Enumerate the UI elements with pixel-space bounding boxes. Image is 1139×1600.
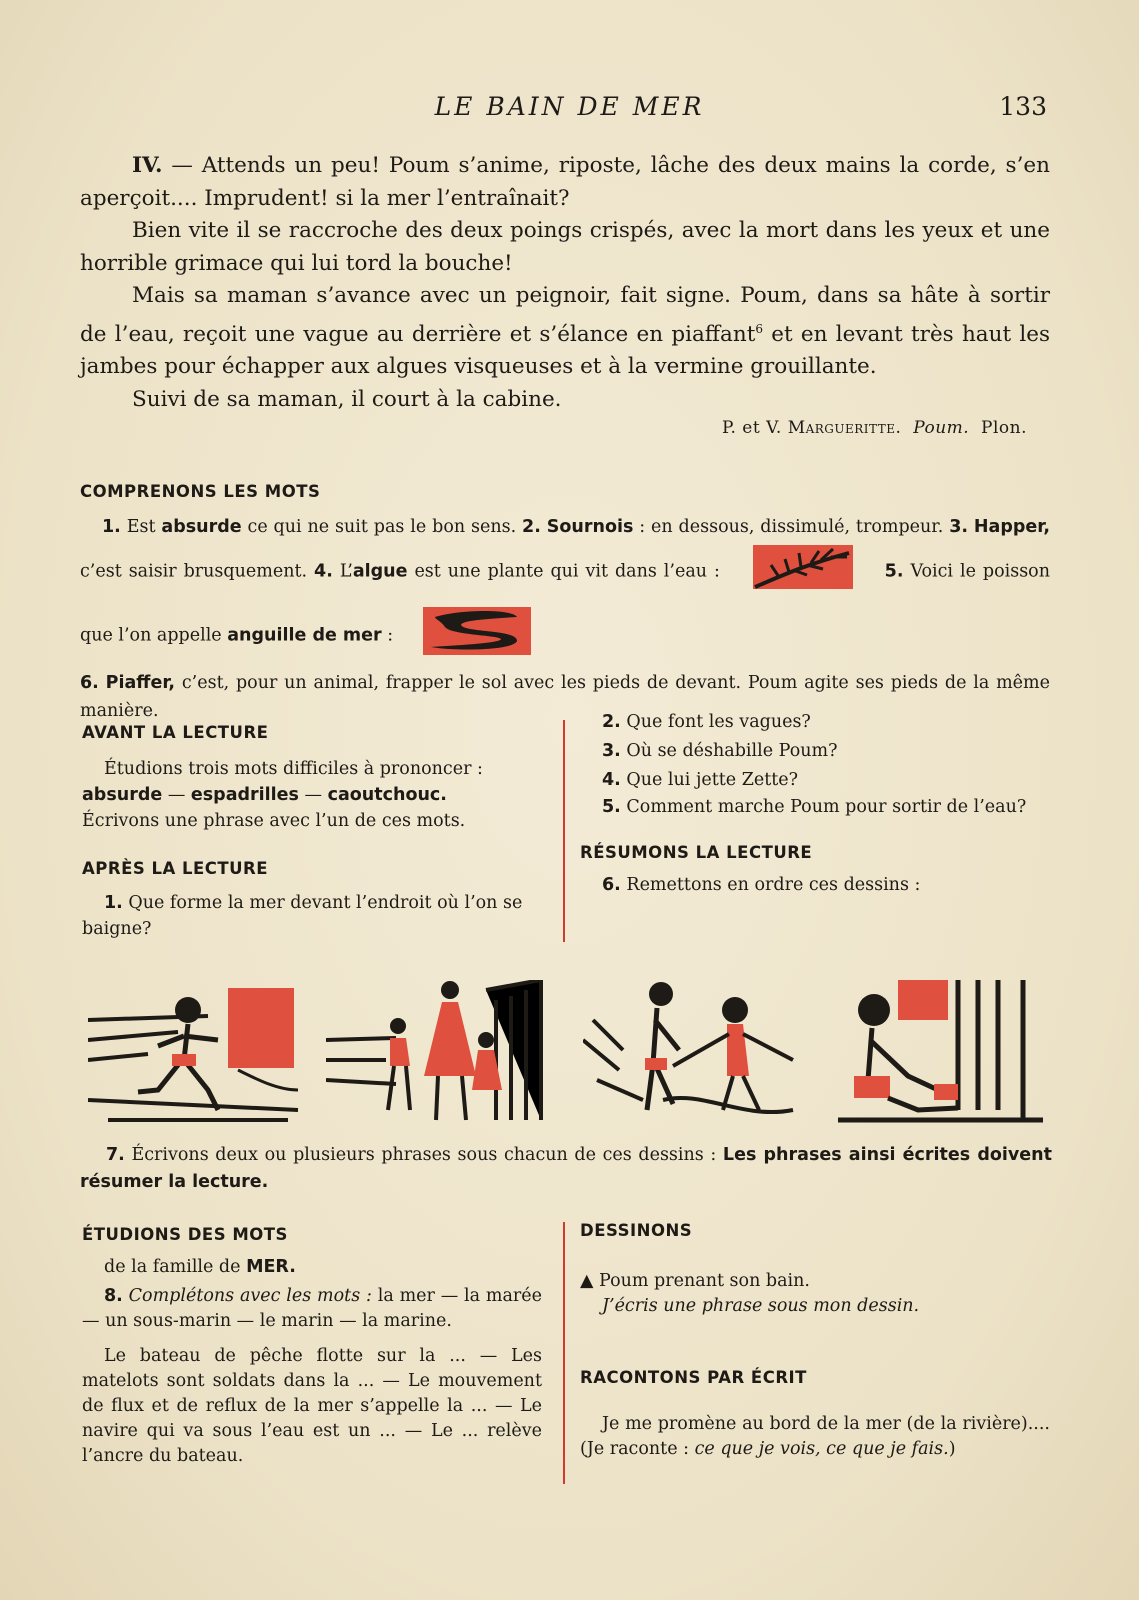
- apres-heading: APRÈS LA LECTURE: [82, 859, 269, 878]
- drawing-mother-and-children: [326, 980, 546, 1125]
- dash: —: [298, 785, 328, 805]
- vocab-term: absurde: [161, 516, 242, 537]
- footnote-marker: 6: [755, 321, 764, 336]
- vocab-num: 3.: [949, 516, 969, 537]
- difficult-word: caoutchouc.: [327, 785, 447, 805]
- difficult-word: absurde: [82, 785, 163, 805]
- question-1: [82, 890, 550, 942]
- vocab-row-1: [80, 514, 1050, 669]
- vocab-term: Piaffer,: [105, 673, 176, 693]
- vocab-term: Happer,: [973, 516, 1050, 537]
- exercise-8-instructions: [82, 1284, 542, 1334]
- question-num: 4.: [602, 770, 621, 790]
- question-num: 3.: [602, 741, 621, 761]
- resumons-heading: RÉSUMONS LA LECTURE: [580, 843, 813, 862]
- column-divider-lower: [563, 1222, 565, 1484]
- vocab-term: algue: [352, 561, 408, 582]
- story-text: [80, 150, 1050, 416]
- drawing-zette-throws: [583, 980, 803, 1125]
- etudions-heading: ÉTUDIONS DES MOTS: [82, 1225, 288, 1244]
- racontons-italic: ce que je vois, ce que je fais.: [694, 1439, 949, 1459]
- triangle-bullet-icon: ▲: [580, 1271, 594, 1291]
- illustration-strip: [88, 980, 1048, 1125]
- dessinons-line-2: J’écris une phrase sous mon dessin.: [602, 1296, 920, 1316]
- vocab-text: ce qui ne suit pas le bon sens.: [241, 516, 523, 537]
- eel-icon: [399, 603, 533, 669]
- dessinons-line-1: [580, 1269, 1050, 1294]
- story-text-3a: Mais sa maman s’avance avec un peignoir, fait signe. Poum, dans sa hâte à sortir de l’eau, reçoit une vague au derrière et s’élance en piaffant: [80, 283, 1050, 347]
- question-4: [580, 766, 1050, 795]
- question-text: Remettons en ordre ces dessins :: [620, 875, 921, 895]
- vocab-text: est une plante qui vit dans l’eau :: [407, 561, 720, 582]
- credit-author: Margueritte.: [787, 418, 902, 438]
- difficult-word: espadrilles: [190, 785, 299, 805]
- question-2: [580, 708, 1050, 737]
- exercise-text: Écrivons deux ou plusieurs phrases sous chacun de ces dessins :: [124, 1145, 723, 1165]
- credit-work: Poum.: [913, 418, 970, 438]
- avant-task: Écrivons une phrase avec l’un de ces mots.: [82, 811, 466, 831]
- dessinons-heading: DESSINONS: [580, 1221, 693, 1240]
- vocab-text: L’: [332, 561, 353, 582]
- avant-apres-column: [82, 720, 550, 942]
- exercise-8-text: Le bateau de pêche flotte sur la ... — Les matelots sont soldats dans la ... — Le mouvement de flux et de reflux de la mer s’appelle la ... — Le navire qui va sous l’eau est un ... — Le ... relève l’ancre du bateau.: [82, 1346, 542, 1466]
- page-header: [0, 92, 1139, 122]
- avant-words: [82, 782, 550, 808]
- question-num: 1.: [104, 893, 123, 913]
- drawing-poum-in-cabin: [838, 980, 1043, 1125]
- credit-publisher: Plon.: [981, 418, 1027, 438]
- exercise-instruction: Complétons avec les mots :: [122, 1286, 372, 1306]
- dash: —: [162, 785, 191, 805]
- dessinons-text: Poum prenant son bain.: [593, 1271, 810, 1291]
- vocab-num: 1.: [102, 516, 121, 537]
- vocab-num: 6.: [80, 673, 99, 693]
- section-numeral: IV.: [132, 153, 163, 178]
- vocab-text: Est: [120, 516, 162, 537]
- story-paragraph-3: [80, 280, 1050, 384]
- vocab-text: c’est, pour un animal, frapper le sol avec les pieds de devant. Poum agite ses pieds de la même manière.: [80, 673, 1050, 721]
- vocab-text: :: [381, 624, 394, 645]
- question-num: 6.: [602, 875, 621, 895]
- story-text-1: — Attends un peu! Poum s’anime, riposte, lâche des deux mains la corde, s’en aperçoit.... Imprudent! si la mer l’entraînait?: [80, 153, 1050, 211]
- drawing-running-from-waves: [88, 980, 303, 1125]
- vocab-num: 4.: [314, 561, 333, 582]
- vocab-text: Voici le poisson que l’on appelle: [80, 561, 1050, 645]
- question-num: 5.: [602, 797, 621, 817]
- question-text: Où se déshabille Poum?: [620, 741, 838, 761]
- exercise-words: la mer — la marée — un sous-marin — le marin — la marine.: [82, 1286, 543, 1331]
- question-3: [580, 737, 1050, 766]
- dessinons-column: [580, 1218, 1050, 1462]
- page-number: 133: [999, 92, 1047, 121]
- story-text-3b: et en levant très haut les jambes pour échapper aux algues visqueuses et à la vermine grouillante.: [80, 321, 1050, 380]
- family-word: MER.: [246, 1257, 296, 1277]
- question-text: Comment marche Poum pour sortir de l’eau?: [620, 797, 1027, 817]
- credit-prefix: P. et V.: [721, 418, 782, 438]
- running-title: LE BAIN DE MER: [434, 92, 705, 121]
- vocab-num: 2.: [522, 516, 541, 537]
- exercise-bold-text: Les phrases ainsi écrites doivent résumer la lecture.: [80, 1145, 1052, 1192]
- etudions-subheading: [82, 1255, 542, 1280]
- racontons-heading: RACONTONS PAR ÉCRIT: [580, 1368, 807, 1387]
- avant-intro: Étudions trois mots difficiles à prononcer :: [104, 759, 483, 779]
- vocab-num: 5.: [884, 561, 904, 582]
- source-credit: [722, 418, 1027, 438]
- question-text: Que forme la mer devant l’endroit où l’on se baigne?: [82, 893, 523, 939]
- story-paragraph-2: Bien vite il se raccroche des deux poings crispés, avec la mort dans les yeux et une horrible grimace qui lui tord la bouche!: [80, 218, 1050, 276]
- racontons-close: ): [948, 1439, 956, 1459]
- vocab-term: Sournois: [546, 516, 634, 537]
- question-num: 2.: [602, 712, 621, 732]
- column-divider: [563, 720, 565, 942]
- vocabulary-section: [80, 478, 1050, 725]
- questions-column: [580, 708, 1050, 900]
- avant-heading: AVANT LA LECTURE: [82, 723, 269, 742]
- comprenons-heading: COMPRENONS LES MOTS: [80, 482, 321, 501]
- exercise-7: [80, 1142, 1052, 1196]
- racontons-text: [580, 1412, 1050, 1462]
- subheading-text: de la famille de: [104, 1257, 247, 1277]
- question-6: [580, 871, 1050, 900]
- vocab-text: c’est saisir brusquement.: [80, 561, 315, 582]
- vocab-text: [99, 673, 106, 693]
- question-text: Que font les vagues?: [620, 712, 811, 732]
- question-text: Que lui jette Zette?: [620, 770, 799, 790]
- story-paragraph-4: Suivi de sa maman, il court à la cabine.: [132, 386, 562, 412]
- question-5: [580, 795, 1050, 820]
- seaweed-icon: [727, 541, 857, 603]
- story-paragraph-1: [80, 150, 1050, 215]
- vocab-term: anguille de mer: [227, 624, 382, 645]
- etudions-column: [82, 1222, 542, 1469]
- exercise-num: 7.: [106, 1145, 125, 1165]
- vocab-text: : en dessous, dissimulé, trompeur.: [633, 516, 950, 537]
- exercise-num: 8.: [104, 1286, 123, 1306]
- racontons-body: Je me promène au bord de la mer (de la rivière).... (Je raconte :: [580, 1414, 1050, 1459]
